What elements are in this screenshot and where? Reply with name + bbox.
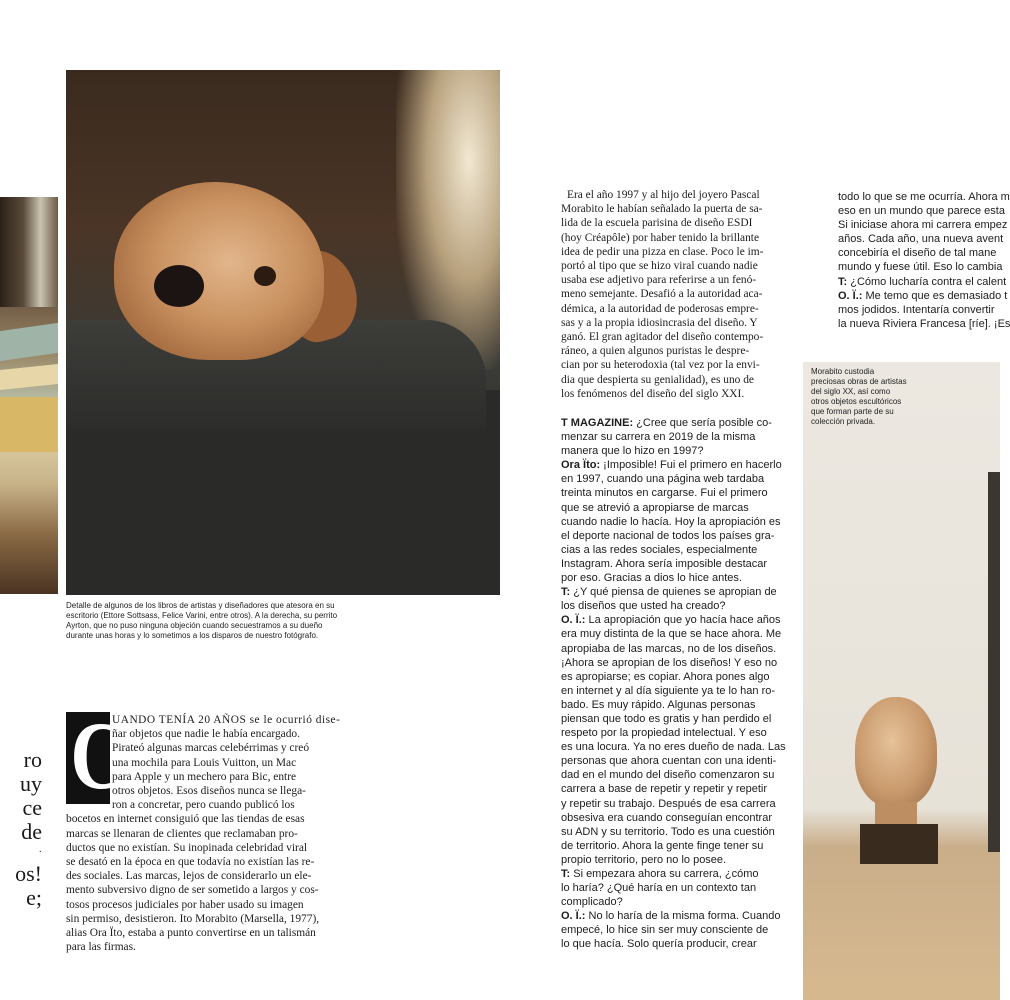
qa-line	[561, 670, 775, 684]
qa-text: ¡Ahora se apropian de los diseños! Y eso no	[561, 656, 778, 669]
dog-photo	[66, 70, 500, 595]
qa-line	[838, 289, 1008, 303]
qa-text: dad en el mundo del diseño comenzaron su	[561, 769, 775, 782]
caption-line: preciosas obras de artistas	[811, 377, 907, 386]
caption-line: del siglo XX, así como	[811, 387, 891, 396]
qa-text: bado. Es muy rápido. Algunas personas	[561, 698, 756, 711]
pullquote-line: ·	[38, 847, 42, 858]
qa-text: era muy distinta de la que se hace ahora. Me	[561, 628, 782, 641]
qa-text: años. Cada año, una nueva avent	[838, 233, 1004, 246]
caption-line: Ayrton, que no puso ninguna objeción cuando secuestramos a su dueño	[66, 621, 323, 630]
qa-line	[561, 712, 775, 726]
books-photo	[0, 197, 58, 594]
qa-text: piensan que todo es gratis y han perdido el	[561, 712, 772, 725]
qa-line	[561, 416, 775, 430]
intro-line: usaba ese adjetivo para referirse a un fenó-	[561, 274, 757, 287]
qa-text: No lo haría de la misma forma. Cuando	[585, 910, 781, 923]
qa-label: T MAGAZINE:	[561, 417, 634, 429]
qa-line	[561, 825, 775, 839]
pullquote-line: os!	[15, 861, 42, 886]
qa-line	[561, 853, 775, 867]
body-line: para Apple y un mechero para Bic, entre	[112, 770, 297, 783]
qa-line	[561, 599, 775, 613]
qa-text: Instagram. Ahora sería imposible destacar	[561, 557, 768, 570]
qa-text: la nueva Riviera Francesa [ríe]. ¡Es	[838, 317, 1010, 330]
body-line: UANDO TENÍA 20 AÑOS se le ocurrió dise-	[112, 714, 341, 726]
qa-text: cuando nadie lo hacía. Hoy la apropiación es	[561, 515, 781, 528]
body-line: una mochila para Louis Vuitton, un Mac	[112, 756, 297, 769]
pullquote-line: ro	[23, 747, 42, 772]
qa-line	[838, 260, 1003, 274]
intro-line: sas y a la propia idiosincrasia del diseño. Y	[561, 316, 758, 329]
qa-line	[838, 303, 1000, 317]
intro-line: lida de la escuela parisina de diseño ESDI	[561, 217, 753, 230]
qa-line	[838, 218, 1008, 232]
qa-text: manera que lo hizo en 1997?	[561, 445, 704, 458]
qa-label: Ora Ïto:	[561, 459, 601, 472]
qa-line	[561, 740, 786, 754]
body-line: mento subversivo digno de ser sometido a largos y cos-	[66, 884, 319, 897]
qa-text: ¡Imposible! Fui el primero en hacerlo	[600, 459, 782, 472]
intro-line: los fenómenos del diseño del siglo XXI.	[561, 387, 745, 400]
qa-line	[838, 190, 1010, 204]
qa-line	[561, 613, 781, 627]
qa-text: empecé, lo hice sin ser muy consciente de	[561, 924, 769, 937]
qa-line	[561, 768, 775, 782]
qa-text: apropiaba de las marcas, no de los diseños.	[561, 642, 777, 655]
intro-line: (hoy Créapôle) por haber tenido la brillante	[561, 231, 759, 244]
qa-text: carrera a base de repetir y repetir y repetir	[561, 783, 768, 796]
qa-line	[561, 557, 775, 571]
caption-line: Detalle de algunos de los libros de artistas y diseñadores que atesora en su	[66, 601, 335, 610]
qa-text: mundo y fuese útil. Eso lo cambia	[838, 261, 1003, 274]
caption-line: que forman parte de su	[811, 407, 894, 416]
qa-line	[561, 726, 775, 740]
qa-line	[561, 486, 775, 500]
qa-text: en 1997, cuando una página web tardaba	[561, 473, 765, 486]
photo-caption-left	[66, 601, 366, 641]
pullquote-line: ce	[22, 795, 42, 820]
qa-line	[561, 811, 775, 825]
qa-text: propio territorio, pero no lo posee.	[561, 853, 727, 866]
qa-text: lo que hacía. Solo quería producir, crear	[561, 938, 757, 951]
drop-cap	[66, 702, 126, 809]
qa-line	[561, 585, 775, 599]
drop-cap-letter: C	[70, 702, 126, 809]
intro-line: démica, a la autoridad de poderosas empre-	[561, 302, 759, 315]
qa-line	[561, 867, 775, 881]
qa-line	[561, 642, 775, 656]
qa-line	[561, 698, 775, 712]
qa-text: ¿Y qué piensa de quienes se apropian de	[570, 586, 777, 599]
qa-line	[561, 782, 775, 796]
qa-text: menzar su carrera en 2019 de la misma	[561, 431, 756, 444]
qa-text: respeto por la propiedad intelectual. Y eso	[561, 727, 767, 740]
body-line: des sociales. Las marcas, lejos de considerarlo un ele-	[66, 870, 312, 883]
body-line: Pirateó algunas marcas celebérrimas y creó	[112, 742, 310, 755]
qa-label: T:	[838, 275, 848, 288]
qa-line	[561, 458, 782, 472]
qa-text: y repetir su trabajo. Después de esa carrera	[561, 797, 776, 810]
qa-text: por eso. Gracias a dios lo hice antes.	[561, 572, 742, 585]
qa-line	[561, 684, 775, 698]
intro-line: ganó. El gran agitador del diseño contempo-	[561, 331, 764, 344]
qa-line	[561, 754, 775, 768]
intro-line: meno semejante. Desafió a la autoridad aca-	[561, 288, 763, 301]
intro-line: cian por su heterodoxia (tal vez por la envi-	[561, 359, 760, 372]
caption-line: durante unas horas y lo sometimos a los disparos de nuestro fotógrafo.	[66, 631, 319, 640]
pullquote-line: de	[21, 819, 42, 844]
qa-text: concebiría el diseño de tal mane	[838, 247, 997, 260]
qa-text: complicado?	[561, 896, 623, 909]
caption-line: otros objetos escultóricos	[811, 397, 902, 406]
qa-text: personas que ahora cuentan con una identi-	[561, 755, 777, 768]
body-line: otros objetos. Esos diseños nunca se llega-	[112, 785, 306, 798]
qa-text: de territorio. Ahora la gente finge tener su	[561, 839, 764, 852]
qa-line	[561, 839, 775, 853]
qa-text: su ADN y su territorio. Todo es una cuestión	[561, 825, 775, 838]
intro-line: Era el año 1997 y al hijo del joyero Pascal	[567, 189, 760, 201]
body-line: ductos que no existían. Su inopinada celebridad viral	[66, 841, 308, 854]
intro-line: idea de pedir una pizza en clase. Poco le im-	[561, 245, 764, 258]
photo-caption-right	[811, 367, 911, 427]
qa-text: ¿Cómo lucharía contra el calent	[847, 275, 1007, 288]
qa-line	[561, 909, 781, 923]
pullquote-line: e;	[26, 885, 42, 910]
qa-line	[561, 430, 775, 444]
caption-line: Morabito custodia	[811, 367, 875, 376]
qa-line	[561, 444, 775, 458]
interview-column-right	[838, 190, 1010, 331]
qa-line	[561, 797, 775, 811]
body-line: se desató en la época en que todavía no existían las re-	[66, 856, 315, 869]
qa-label: O. Ï.:	[561, 614, 586, 627]
qa-line	[838, 275, 1007, 289]
qa-label: T:	[561, 868, 571, 880]
qa-text: todo lo que se me ocurría. Ahora m	[838, 191, 1010, 203]
body-line: ron a concretar, pero cuando publicó los	[112, 799, 295, 812]
qa-text: que se atrevió a apropiarse de marcas	[561, 501, 749, 514]
qa-text: es apropiarse; es copiar. Ahora pones algo	[561, 670, 770, 683]
interview-column	[561, 416, 786, 952]
intro-line: ráneo, a quien algunos puristas le despre-	[561, 345, 750, 358]
qa-text: La apropiación que yo hacía hace años	[585, 614, 781, 627]
qa-text: Si iniciase ahora mi carrera empez	[838, 219, 1008, 232]
caption-line: escritorio (Ettore Sottsass, Felice Varini, entre otros). A la derecha, su perrito	[66, 611, 338, 620]
qa-text: obsesiva era cuando conseguían encontrar	[561, 811, 772, 824]
body-line: ñar objetos que nadie le había encargado.	[112, 728, 300, 741]
qa-text: los diseños que usted ha creado?	[561, 600, 726, 613]
qa-label: O. Ï.:	[838, 289, 863, 302]
body-line: marcas se llenaran de clientes que reclamaban pro-	[66, 827, 298, 840]
intro-line: dia que despierta su genialidad), es uno de	[561, 373, 754, 386]
intro-column	[545, 188, 770, 401]
qa-line	[561, 472, 775, 486]
intro-line: portó al tipo que se hizo viral cuando nadie	[561, 260, 758, 273]
body-line: para las firmas.	[66, 941, 136, 954]
qa-text: Me temo que es demasiado t	[862, 289, 1008, 302]
qa-label: O. Ï.:	[561, 910, 586, 923]
qa-label: T:	[561, 586, 571, 599]
qa-line	[838, 317, 1010, 331]
bust-photo	[803, 362, 1000, 1000]
qa-text: Si empezara ahora su carrera, ¿cómo	[570, 868, 759, 880]
body-line: sin permiso, desistieron. Ito Morabito (Marsella, 1977),	[66, 912, 320, 925]
qa-text: es una locura. Ya no eres dueño de nada. Las	[561, 741, 786, 754]
qa-line	[838, 232, 1004, 246]
qa-line	[561, 881, 775, 895]
qa-text: cias a las redes sociales, especialmente	[561, 543, 758, 556]
qa-line	[561, 923, 775, 937]
qa-line	[561, 501, 775, 515]
qa-line	[561, 627, 782, 641]
qa-text: lo haría? ¿Qué haría en un contexto tan	[561, 882, 757, 895]
qa-line	[561, 656, 778, 670]
caption-line: colección privada.	[811, 417, 876, 426]
qa-line	[561, 895, 775, 909]
qa-text: el deporte nacional de todos los países gra-	[561, 529, 775, 542]
qa-text: eso en un mundo que parece esta	[838, 205, 1005, 218]
body-line: bocetos en internet consiguió que las tiendas de esas	[66, 813, 305, 826]
qa-text: ¿Cree que sería posible co-	[633, 417, 772, 429]
qa-line	[561, 543, 775, 557]
pullquote-line: uy	[20, 771, 42, 796]
qa-line	[561, 529, 775, 543]
qa-text: en internet y al día siguiente ya te lo han ro-	[561, 684, 776, 697]
pull-quote	[0, 748, 42, 910]
qa-line	[561, 515, 781, 529]
qa-line	[561, 571, 775, 585]
body-line: alias Ora Ïto, estaba a punto convertirse en un talismán	[66, 927, 316, 940]
qa-text: mos jodidos. Intentaría convertir	[838, 303, 995, 316]
qa-line	[838, 204, 1005, 218]
body-line: tosos procesos judiciales por haber usado su imagen	[66, 898, 304, 911]
qa-line	[838, 246, 1000, 260]
qa-line	[561, 937, 775, 951]
intro-line: Morabito le habían señalado la puerta de sa-	[561, 203, 763, 216]
qa-text: treinta minutos en cargarse. Fui el primero	[561, 487, 768, 500]
article-body-column	[66, 713, 341, 954]
